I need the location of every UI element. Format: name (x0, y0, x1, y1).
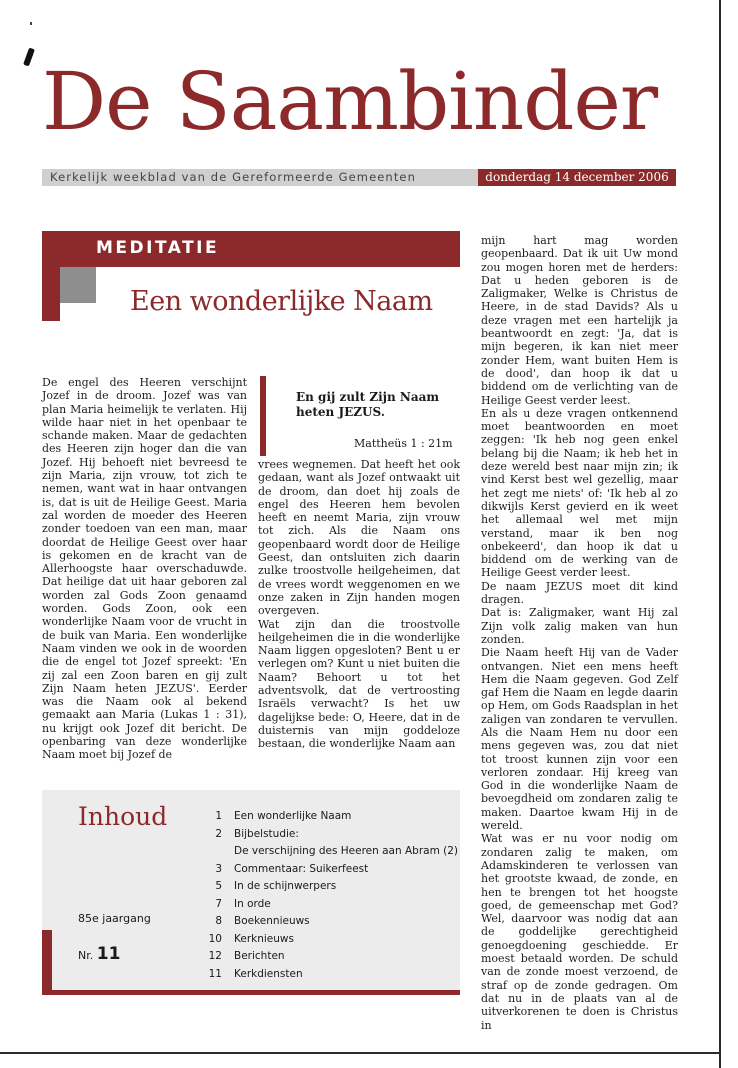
toc-label: In de schijnwerpers (234, 880, 337, 892)
toc-page: 10 (208, 932, 222, 945)
toc-page: 8 (215, 915, 222, 927)
section-label: MEDITATIE (96, 238, 220, 258)
issue-number-value: 11 (96, 944, 121, 964)
quote-accent-bar (260, 376, 266, 456)
toc-page: 1 (215, 810, 222, 822)
issue-number-label: Nr. (78, 949, 94, 962)
column-middle (258, 458, 460, 751)
scan-dot (30, 22, 32, 25)
toc-item[interactable] (204, 861, 454, 879)
article-title: Een wonderlijke Naam (130, 286, 433, 317)
table-of-contents (204, 808, 459, 983)
contents-base-bar (42, 990, 460, 995)
bible-quote: En gij zult Zijn Naam heten JEZUS. (296, 390, 440, 419)
toc-page: 12 (208, 950, 222, 962)
volume-label: 85e jaargang (78, 912, 151, 925)
issue-number (78, 944, 120, 964)
toc-label: In orde (234, 897, 271, 910)
paragraph: mijn hart mag worden geopenbaard. Dat ik uit Uw mond zou mogen horen met de herders: Dat u heden geboren is de Zaligmaker, Welke is Christus de Heere, in de stad Davids? Als u deze vragen met een hartelijk ja beantwoordt en zegt: 'Ja, dat is mijn begeren, ik kan niet meer zonder Hem, want buiten Hem is de dood', dan hoop ik dat u biddend om de verlichting van de Heilige Geest verder leest. (481, 234, 678, 407)
toc-page (204, 843, 222, 861)
paragraph: Dat is: Zaligmaker, want Hij zal Zijn volk zalig maken van hun zonden. (481, 606, 678, 646)
masthead-title: De Saambinder (42, 55, 658, 148)
paragraph: Wat zijn dan die troostvolle heilgeheimen die in die wonderlijke Naam liggen opgesloten? Bent u er verlegen om? Kunt u niet buiten die Naam? Behoort u tot het adventsvolk, dat de vertroosting Israëls verwacht? Is het uw dagelijkse bede: O, Heere, dat in de duisternis van mijn goddeloze bestaan, die wonderlijke Naam aan (258, 617, 460, 751)
scan-border-right (719, 0, 721, 1068)
toc-item[interactable] (204, 948, 454, 966)
toc-item[interactable] (204, 843, 459, 861)
decor-grey-square (60, 267, 96, 303)
toc-page: 3 (215, 862, 222, 875)
column-right (481, 234, 678, 1032)
toc-page: 11 (208, 967, 222, 980)
toc-page: 5 (215, 880, 222, 892)
paragraph: Wat was er nu voor nodig om zondaren zalig te maken, om Adamskinderen te verlossen van het grootste kwaad, de zonde, en hen te brengen tot het hoogste goed, de gemeenschap met God? Wel, daarvoor was nodig dat aan de goddelijke gerechtigheid genoegdoening geschiedde. Er moest betaald worden. De schuld van de zonde moest verzoend, de straf op de zonde gedragen. Om dat nu in de plaats van al de uitverkorenen te doen is Christus in (481, 832, 678, 1032)
toc-page: 2 (215, 827, 222, 840)
toc-label: Kerknieuws (234, 932, 294, 945)
scan-speck (23, 48, 35, 67)
paragraph: vrees wegnemen. Dat heeft het ook gedaan, want als Jozef ontwaakt uit de droom, dan doet hij zoals de engel des Heeren hem bevolen heeft en neemt Maria, zijn vrouw tot zich. Als die Naam ons geopenbaard wordt door de Heilige Geest, dan ontsluiten zich daarin zulke troostvolle heilgeheimen, dat de vrees wordt weggenomen en we onze zaken in Zijn handen mogen overgeven. (258, 458, 460, 618)
column-left (42, 376, 247, 762)
masthead-subtitle: Kerkelijk weekblad van de Gereformeerde Gemeenten (42, 169, 486, 186)
toc-page: 7 (215, 897, 222, 910)
paragraph: En als u deze vragen ontkennend moet beantwoorden en moet zeggen: 'Ik heb nog geen enkel belang bij die Naam; ik heb het in deze wereld best naar mijn zin; ik vind Kerst best wel gezellig, maar het zegt me niets' of: 'Ik heb al zo dikwijls Kerst gevierd en ik weet het allemaal wel met mijn verstand, maar ik ben nog onbekeerd', dan hoop ik dat u biddend om de werking van de Heilige Geest verder leest. (481, 406, 678, 580)
toc-label: Boekennieuws (234, 915, 310, 927)
issue-date: donderdag 14 december 2006 (478, 169, 676, 186)
toc-item[interactable] (204, 896, 454, 914)
decor-red-strip (42, 267, 60, 321)
toc-label: Bijbelstudie: (234, 827, 299, 840)
toc-item[interactable] (204, 878, 454, 896)
toc-item[interactable] (204, 966, 454, 984)
toc-item[interactable] (204, 826, 454, 844)
toc-label: Commentaar: Suikerfeest (234, 862, 369, 875)
toc-label: Een wonderlijke Naam (234, 810, 352, 822)
toc-item[interactable] (204, 913, 454, 931)
toc-label: De verschijning des Heeren aan Abram (2) (234, 845, 459, 857)
toc-label: Berichten (234, 950, 285, 962)
quote-reference: Mattheüs 1 : 21m (354, 437, 453, 450)
contents-accent-strip (42, 930, 52, 990)
paragraph: De engel des Heeren verschijnt Jozef in de droom. Jozef was van plan Maria heimelijk te verlaten. Hij wilde haar niet in het openbaar te schande maken. Maar de gedachten des Heeren zijn hoger dan die van Jozef. Hij behoeft niet bevreesd te zijn Maria, zijn vrouw, tot zich te nemen, want wat in haar ontvangen is, dat is uit de Heilige Geest. Maria zal worden de moeder des Heeren zonder toedoen van een man, maar doordat de Heilige Geest over haar is gekomen en de kracht van de Allerhoogste haar overschaduwde. Dat heilige dat uit haar geboren zal worden zal Gods Zoon genaamd worden. Gods Zoon, ook een wonderlijke Naam voor de vrucht in de buik van Maria. Een wonderlijke Naam vinden we ook in de woorden die de engel tot Jozef spreekt: 'En zij zal een Zoon baren en gij zult Zijn Naam heten JEZUS'. Eerder was die Naam ook al bekend gemaakt aan Maria (Lukas 1 : 31), nu krijgt ook Jozef dit bericht. De openbaring van deze wonderlijke Naam moet bij Jozef de (42, 376, 247, 762)
paragraph: De naam JEZUS moet dit kind dragen. (481, 579, 678, 607)
contents-title: Inhoud (78, 802, 168, 831)
toc-item[interactable] (204, 808, 454, 826)
scan-border-bottom (0, 1052, 721, 1054)
toc-item[interactable] (204, 931, 454, 949)
toc-label: Kerkdiensten (234, 967, 303, 980)
paragraph: Die Naam heeft Hij van de Vader ontvangen. Niet een mens heeft Hem die Naam gegeven. God Zelf gaf Hem die Naam en legde daarin op Hem, om Gods Raadsplan in het zaligen van zondaren te vervullen. Als die Naam Hem nu door een mens gegeven was, zou dat niet tot troost kunnen zijn voor een verloren zondaar. Hij kreeg van God in die wonderlijke Naam de bevoegdheid om zondaren zalig te maken. Daartoe kwam Hij in de wereld. (481, 646, 678, 833)
